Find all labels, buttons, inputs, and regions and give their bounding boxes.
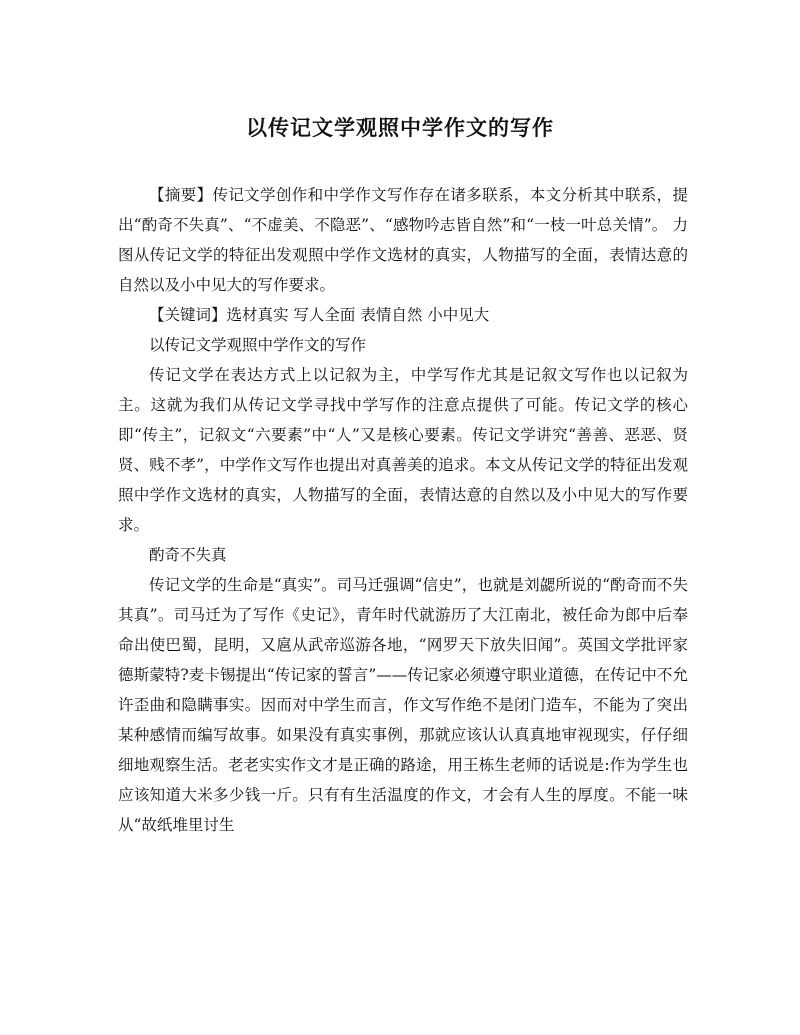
document-title: 以传记文学观照中学作文的写作 (246, 115, 554, 140)
abstract-paragraph: 【摘要】传记文学创作和中学作文写作存在诸多联系，本文分析其中联系，提出“酌奇不失真”、“不虚美、不隐恶”、“感物吟志皆自然”和“一枝一叶总关情”。 力图从传记文学的特征出发观照中学作文选材的真实，人物描写的全面，表情达意的自然以及小中见大的写作要求。 (118, 186, 688, 294)
section-heading: 酌奇不失真 (149, 546, 227, 564)
keywords-paragraph: 【关键词】选材真实 写人全面 表情自然 小中见大 (149, 306, 490, 324)
subtitle-heading: 以传记文学观照中学作文的写作 (149, 336, 367, 354)
section-paragraph: 传记文学的生命是“真实”。司马迁强调“信史”，也就是刘勰所说的“酌奇而不失其真”。司马迁为了写作《史记》，青年时代就游历了大江南北，被任命为郎中后奉命出使巴蜀，昆明，又扈从武帝巡游各地，“网罗天下放失旧闻”。英国文学批评家德斯蒙特?麦卡锡提出“传记家的誓言”——传记家必须遵守职业道德，在传记中不允许歪曲和隐瞒事实。因而对中学生而言，作文写作绝不是闭门造车，不能为了突出某种感情而编写故事。如果没有真实事例，那就应该认认真真地审视现实，仔仔细细地观察生活。老老实实作文才是正确的路途，用王栋生老师的话说是:作为学生也应该知道大米多少钱一斤。只有有生活温度的作文，才会有人生的厚度。不能一味从“故纸堆里讨生 (118, 576, 688, 834)
document-body (118, 180, 688, 840)
intro-paragraph: 传记文学在表达方式上以记叙为主，中学写作尤其是记叙文写作也以记叙为主。这就为我们从传记文学寻找中学写作的注意点提供了可能。传记文学的核心即“传主”，记叙文“六要素”中“人”又是核心要素。传记文学讲究“善善、恶恶、贤贤、贱不孝”，中学作文写作也提出对真善美的追求。本文从传记文学的特征出发观照中学作文选材的真实，人物描写的全面，表情达意的自然以及小中见大的写作要求。 (118, 366, 688, 534)
